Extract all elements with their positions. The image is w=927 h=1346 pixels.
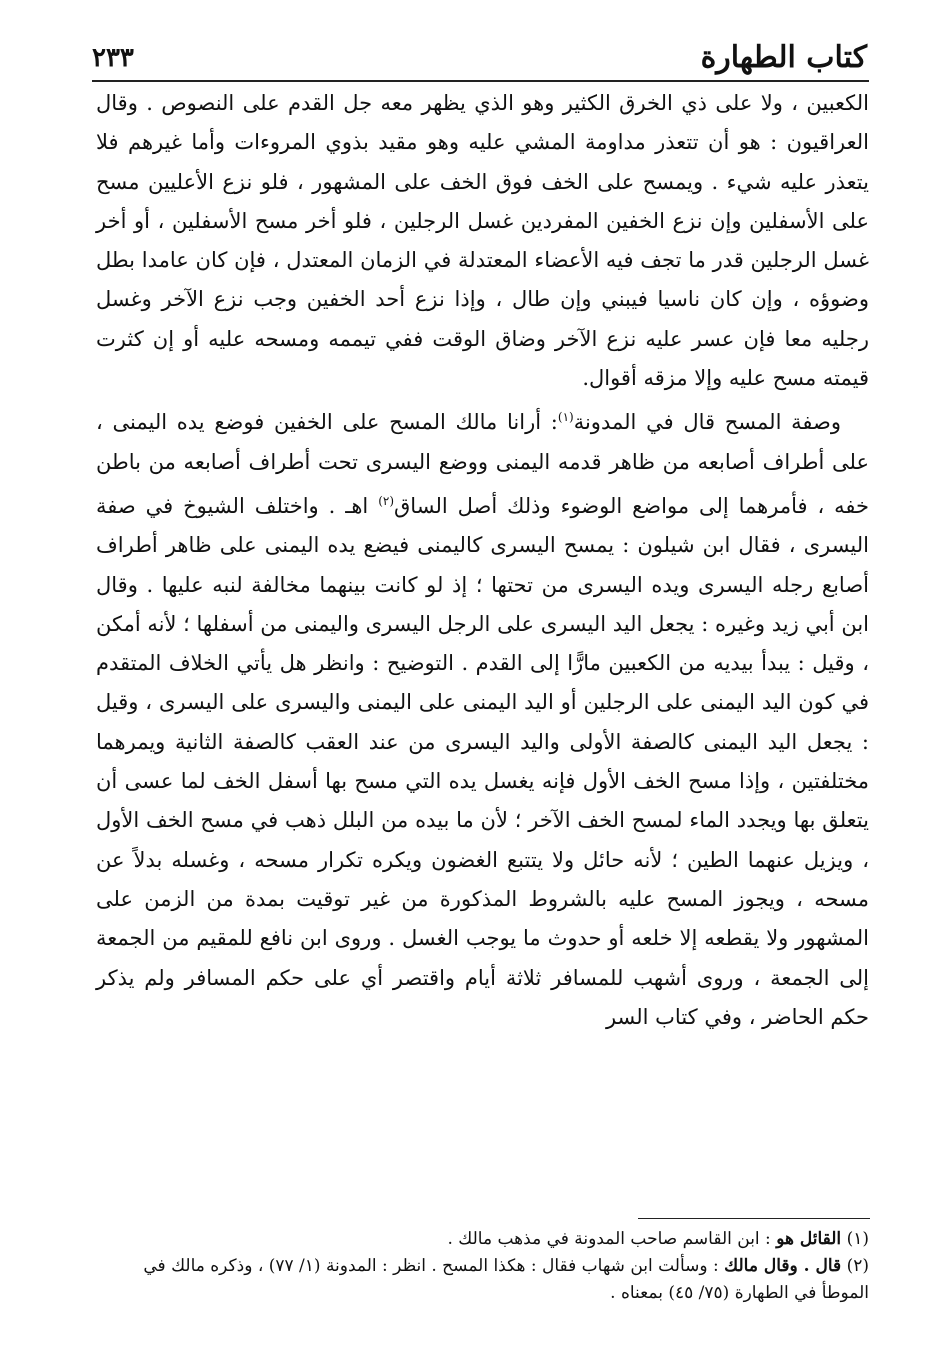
paragraph-2-part-c: اهـ . واختلف الشيوخ في صفة اليسرى ، فقال ابن شيلون : يمسح اليسرى كاليمنى فيضع يده اليمنى على ظاهر أطراف أصابع رجله اليسرى ويده اليسرى من تحتها ؛ إذ لو كانت بينهما مخالفة لنبه عليها . وقال ابن أبي زيد وغيره : يجعل اليد اليسرى على الرجل اليسرى واليمنى من أسفلها ؛ لأنه أمكن ، وقيل : يبدأ بيديه من الكعبين مارًّا إلى القدم . التوضيح : وانظر هل يأتي الخلاف المتقدم في كون اليد اليمنى على الرجلين أو اليد اليمنى على اليمنى واليسرى على اليسرى ، وقيل : يجعل اليد اليمنى كالصفة الأولى واليد اليسرى من عند العقب كالصفة الثانية ويمرهما مختلفتين ، وإذا مسح الخف الأول فإنه يغسل يده التي مسح بها أسفل الخف لما عسى أن يتعلق بها ويجدد الماء لمسح الخف الآخر ؛ لأن ما بيده من البلل ذهب في مسح الخف الأول ، ويزيل عنهما الطين ؛ لأنه حائل ولا يتتبع الغضون ويكره تكرار مسحه ، وغسله بدلاً عن مسحه ، ويجوز المسح عليه بالشروط المذكورة من غير توقيت بمدة من الزمن على المشهور ولا يقطعه إلا خلعه أو حدوث ما يوجب الغسل . وروى ابن نافع للمقيم من الجمعة إلى الجمعة ، وروى أشهب للمسافر ثلاثة أيام واقتصر أي على حكم المسافر ولم يذكر حكم الحاضر ، وفي كتاب السر	[96, 493, 870, 1029]
running-header	[92, 38, 867, 78]
footnote-1-text: : ابن القاسم صاحب المدونة في مذهب مالك .	[447, 1229, 771, 1249]
header-title: كتاب الطهارة	[700, 40, 867, 75]
footnote-2-text: : وسألت ابن شهاب فقال : هكذا المسح . انظر : المدونة (١/ ٧٧) ، وذكره مالك في الموطأ في الطهارة (٧٥/ ٤٥) بمعناه .	[143, 1256, 869, 1303]
paragraph-2-part-b: : أرانا مالك المسح على الخفين فوضع يده اليمنى ، على أطراف أصابعه من ظاهر قدمه اليمنى ووضع اليسرى تحت أطراف أصابعه من باطن خفه ، فأمرهما إلى مواضع الوضوء وذلك أصل الساق	[96, 410, 869, 518]
paragraph-1: الكعبين ، ولا على ذي الخرق الكثير وهو الذي يظهر معه جل القدم على النصوص . وقال العراقيون : هو أن تتعذر مداومة المشي عليه وهو مقيد بذوي المروءات وأما غيرهم فلا يتعذر عليه شيء . ويمسح على الخف فوق الخف على المشهور ، فلو نزع الأعليين مسح على الأسفلين وإن نزع الخفين المفردين غسل الرجلين ، فلو أخر مسح الأسفلين ، أو أخر غسل الرجلين قدر ما تجف فيه الأعضاء المعتدلة في الزمان المعتدل ، فإن كان عامدا بطل وضوؤه ، وإن كان ناسيا فيبني وإن طال ، وإذا نزع أحد الخفين وجب نزع الآخر وغسل رجليه معا فإن عسر عليه نزع الآخر وضاق الوقت ففي تيممه ومسحه عليه أو إن كثرت قيمته مسح عليه وإلا مزقه أقوال.	[96, 91, 869, 391]
footnote-1	[96, 1226, 869, 1253]
paragraph-2-part-a: وصفة المسح قال في المدونة	[573, 410, 841, 435]
footnote-ref-2[interactable]: (٢)	[378, 493, 395, 508]
footnote-1-lead: القائل هو	[776, 1229, 842, 1249]
footnote-rule	[638, 1218, 870, 1219]
footnote-2-number: (٢)	[846, 1256, 869, 1276]
page-number: ٢٣٣	[92, 43, 134, 73]
footnote-2	[96, 1253, 869, 1307]
footnote-1-number: (١)	[846, 1229, 869, 1249]
footnote-ref-1[interactable]: (١)	[557, 410, 574, 425]
footnotes	[96, 1226, 869, 1307]
header-rule	[92, 80, 869, 82]
footnote-2-lead: قال . وقال مالك	[724, 1256, 842, 1276]
paragraph-2	[96, 398, 869, 1037]
main-text	[96, 84, 869, 1037]
